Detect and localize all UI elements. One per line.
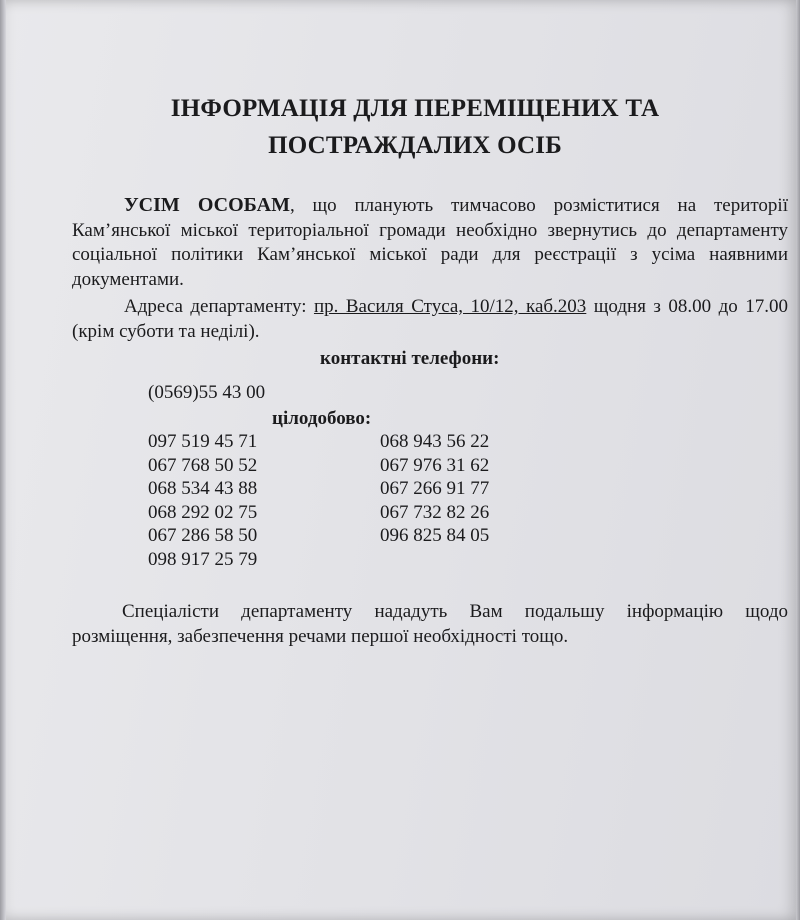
closing-paragraph: Спеціалісти департаменту нададуть Вам подальшу інформацію щодо розміщення, забезпечення речами першої необхідності тощо. (72, 601, 788, 647)
sheet-right-edge (796, 0, 800, 920)
address-prefix: Адреса департаменту: (124, 296, 314, 317)
phone-number: 068 534 43 88 (148, 478, 258, 499)
intro-paragraph (72, 193, 788, 292)
document-title (120, 90, 710, 164)
main-phone: (0569)55 43 00 (148, 382, 266, 403)
phone-number: 096 825 84 05 (380, 525, 490, 546)
address-paragraph (72, 295, 788, 344)
phone-number: 068 292 02 75 (148, 501, 258, 523)
intro-lead: УСІМ ОСОБАМ (124, 194, 290, 216)
title-line-2: ПОСТРАЖДАЛИХ ОСІБ (268, 132, 562, 159)
intro-text: , що планують тимчасово розміститися на території Кам’янської міської територіальної громади необхідно звернутись до департаменту соціальної політики Кам’янської міської ради для реєстрації з усіма наявними документами. (72, 195, 788, 290)
phone-number: 097 519 45 71 (148, 431, 258, 452)
phone-number: 068 943 56 22 (380, 431, 490, 452)
phone-number: 067 976 31 62 (380, 454, 490, 476)
phone-number: 067 732 82 26 (380, 501, 490, 523)
phone-number: 067 286 58 50 (148, 525, 258, 546)
address-suffix: щодня з 08.00 до 17.00 (крім суботи та неділі). (72, 296, 788, 342)
phone-number: 098 917 25 79 (148, 548, 258, 570)
phone-number: 067 266 91 77 (380, 478, 490, 499)
contacts-heading: контактні телефони: (320, 348, 500, 369)
phone-number: 067 768 50 52 (148, 454, 258, 476)
round-the-clock-label: цілодобово: (272, 408, 372, 429)
address-value: пр. Василя Стуса, 10/12, каб.203 (313, 296, 587, 317)
phone-list-left (148, 430, 257, 571)
phone-list-right (380, 430, 489, 548)
title-line-1: ІНФОРМАЦІЯ ДЛЯ ПЕРЕМІЩЕНИХ ТА (170, 95, 660, 122)
sheet-left-edge (0, 0, 6, 920)
